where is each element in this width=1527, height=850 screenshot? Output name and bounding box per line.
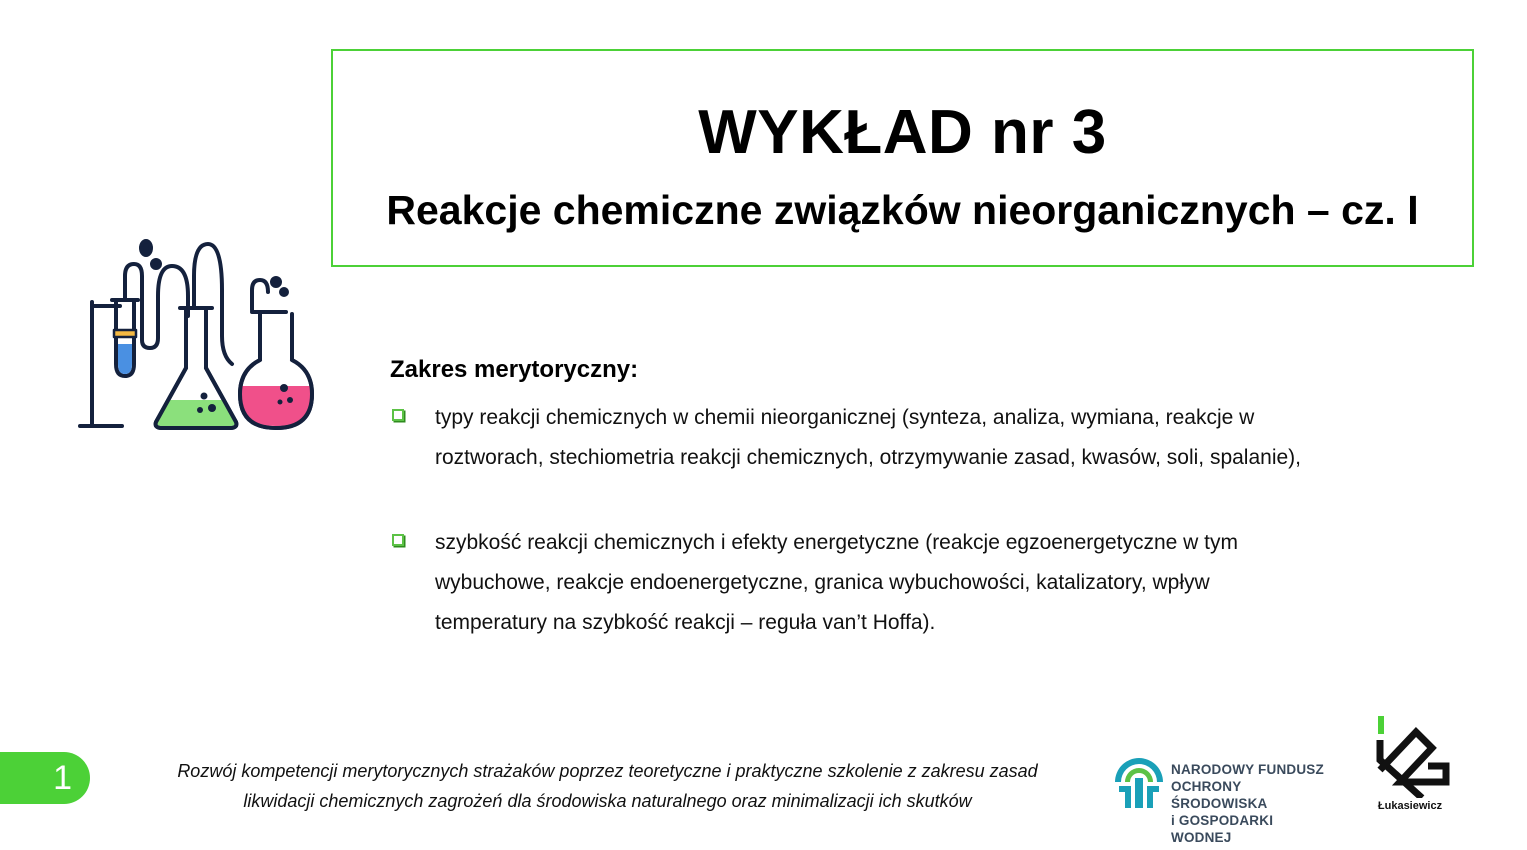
lukasiewicz-logo [1370, 714, 1454, 814]
lecture-subtitle: Reakcje chemiczne związków nieorganicznych – cz. I [386, 187, 1419, 233]
page-number: 1 [0, 752, 90, 804]
footer-caption [130, 756, 1085, 816]
bullet-text: szybkość reakcji chemicznych i efekty energetyczne (reakcje egzoenergetyczne w tym wybuchowe, reakcje endoenergetyczne, granica wybuchowości, katalizatory, wpływ temperatury na szybkość reakcji – reguła van’t Hoffa). [435, 531, 1239, 634]
nfos-name [1171, 761, 1333, 846]
nfos-logo [1113, 756, 1333, 845]
bullet-text: typy reakcji chemicznych w chemii nieorganicznej (synteza, analiza, wymiana, reakcje w roztworach, stechiometria reakcji chemicznych, otrzymywanie zasad, kwasów, soli, spalanie), [435, 406, 1301, 469]
nfos-tree-logo-icon [1113, 756, 1165, 810]
lab-glassware-icon [72, 236, 320, 436]
footer-line: Rozwój kompetencji merytorycznych strażaków poprzez teoretyczne i praktyczne szkolenie z zakresu zasad [177, 761, 1038, 781]
nfos-name-line: NARODOWY FUNDUSZ [1171, 762, 1324, 777]
title-box [331, 49, 1474, 267]
lecture-title: WYKŁAD nr 3 [698, 98, 1107, 167]
list-item [390, 398, 1320, 478]
nfos-name-line: OCHRONY ŚRODOWISKA [1171, 779, 1268, 811]
lukasiewicz-name: Łukasiewicz [1377, 800, 1443, 812]
nfos-name-line: i GOSPODARKI WODNEJ [1171, 813, 1274, 845]
list-item [390, 523, 1320, 643]
footer-line: likwidacji chemicznych zagrożeń dla środowiska naturalnego oraz minimalizacji ich skutków [243, 791, 972, 811]
checkbox-bullet-icon [392, 409, 404, 421]
checkbox-bullet-icon [392, 534, 404, 546]
lukasiewicz-logo-icon [1370, 714, 1454, 798]
scope-heading: Zakres merytoryczny: [390, 356, 639, 383]
